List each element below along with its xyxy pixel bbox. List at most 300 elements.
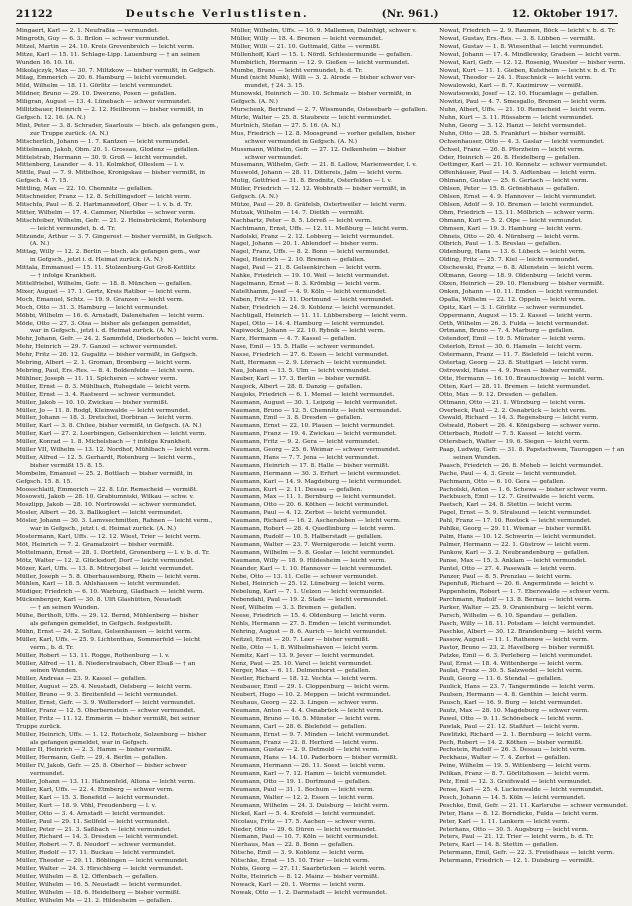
list-entry: Otten, Karl — 28. 11. Bremen — leicht vermundet. [439, 383, 591, 390]
list-entry: Pelz, Emil — 12. 3. Greifswald — leicht vermundet. [439, 779, 592, 786]
list-entry: Mittelmann, Jakob, Obm. 20. 1. Grossau, Glodenz — gefallen. [16, 146, 200, 153]
list-entry: Müller, Karl — 15. 3. Bonefeld — leicht vermundet. [16, 794, 169, 801]
list-entry: Ohlsen, Peter — 15. 8. Grönsbhaus — gefallen. [439, 186, 580, 193]
list-entry: Müller, Karl — 3. 8. Chilee, bisher vermißt, in Gefgsch. (A. N.) [16, 423, 202, 430]
list-entry: seinen Wunden. [453, 454, 501, 461]
list-entry: in Gefgsch., jetzt i. d. Heimat zurück. (A. N.) [30, 257, 163, 264]
list-entry: Ortmann, Bruno — 7. 4. Marburg — gefallen. [439, 328, 575, 335]
list-entry: — † an seinen Wunden. [30, 605, 100, 612]
list-entry: Nestler, Richard — 18. 12. Vechta — leicht verm. [230, 676, 378, 683]
list-entry: Nachtigall, Heinrich — 11. 11. Lübbersberg — leicht verm. [230, 312, 408, 319]
issue-date: 12. Oktober 1917. [511, 8, 618, 20]
list-entry: Naumann, Kurt — 2. 11. Dessau — gefallen. [230, 486, 363, 493]
list-entry: — † infolge Krankheit. [30, 273, 97, 280]
list-entry: Natt, Hermann — 2. 9. Lörrach — leicht vermundet. [230, 360, 387, 367]
list-entry: Mötz, Walter — 12. 2. Glücksdorf, Dorf — leicht vermundet. [16, 557, 195, 564]
list-entry: Neuhaus, Georg — 22. 3. Lingen — schwer verm. [230, 700, 379, 707]
list-entry: Mittle, Paul — 7. 9. Mittelhoe, Kronigskau — bisher vermißt, in [16, 170, 206, 177]
list-entry: Müller, Jakob — 10. 10. Zwickau — bisher vermißt. [16, 399, 169, 406]
list-entry: Nitsche, Emil — 3. 9. Koblenz — leicht verm. [230, 850, 365, 857]
list-entry: Oswald, Richard — 14. 3. Regensburg — leicht verm. [439, 415, 599, 422]
list-entry: Mitschfeiber, Wilhelm, Gefr. — 21. 2. Heinsbrückmt, Rotenburg [16, 217, 207, 224]
list-entry: Naumann, Bruno — 12. 5. Chemnitz — leicht vermundet. [230, 407, 402, 414]
list-entry: Mutig, Gottfried — 31. 8. Brodnitz, Osterfelden — l. v. [230, 178, 392, 185]
list-entry: Mösler, Johann — 30. 3. Lamvsechmitten, Rahnen — leicht verm., [16, 518, 213, 525]
list-entry: Ostwald, Robert — 26. 4. Königsberg — schwer verm. [439, 423, 601, 430]
list-entry: Nau, Johann — 13. 5. Ulm — leicht vermundet. [230, 367, 371, 374]
list-entry: Pelikan, Franz — 8. 7. Görlitzhosen — leicht verm. [439, 771, 590, 778]
list-entry: Nowat, Karl, Gefr. — 12. 12. Rosenig, Wuester — bisher verm. [439, 59, 626, 66]
list-entry: Ohlsen, Ernst — 4. 9. Hannover — leicht vermundet. [439, 194, 597, 201]
list-entry: Müller, Franz — 12. 5. Oberbernstein — schwer vermundet. [16, 707, 196, 714]
list-entry: als gefangen gemeldet, war in Gefgsch. [30, 739, 149, 746]
list-entry: Mütze, Paul — 29. 8. Gräfelsb, Ostertweiler — leicht verm. [230, 201, 407, 208]
list-entry: Ohneis, Otto — 20. 4. Nürnberg — leicht verm. [439, 233, 580, 240]
list-entry: Nehls, Hermann — 27. 5. Emden — leicht vermundet. [230, 620, 392, 627]
list-entry: Moszlipp, Jakob — 28. 10. Nortrowski — schwer vermundet. [16, 502, 197, 509]
list-entry: Neumann, Wilhelm — 24. 3. Duisburg — leicht verm. [230, 802, 390, 809]
list-entry: Nagel, Paul — 21. 8. Gelsenkirchen — leicht verm. [230, 265, 382, 272]
list-entry: Patzke, Emil — 6. 3. Perleberg — leicht vermundet. [439, 652, 593, 659]
list-entry: Mint, Peter — 3. 8. Schrader, Saarlouis — bisch. als gefangen gem., [16, 122, 219, 129]
list-entry: Peschke, Emil, Gefr. — 21. 11. Karlsruhe — schwer vermundet. [439, 802, 628, 809]
list-entry: Nitschke, Ernst — 15. 10. Trier — leicht verm. [230, 858, 370, 865]
list-entry: Neumann, Paul — 31. 1. Bochum — leicht verm. [230, 787, 375, 793]
list-entry: Gefgsch. (A. N.) [230, 194, 278, 201]
list-entry: Opalla, Wilhelm — 22. 12. Oppeln — leicht verm. [439, 296, 586, 303]
list-entry: Mumbirlich, Hermann — 12. 9. Gießen — leicht vermundet. [230, 59, 410, 66]
list-entry: Pache, Paul — 4. 3. Greiz — leicht vermundet. [439, 470, 577, 477]
list-entry: Mühe, Bertholt, Uffs. — 29. 12. Bernd, Mühlenberg — bisher [16, 613, 199, 620]
list-entry: Gefgsch. 4. 7. 15. [16, 178, 69, 185]
list-entry: Neumann, Ernst — 9. 7. Minden — leicht vermundet. [230, 731, 390, 738]
list-entry: Pawel, Otto — 9. 11. Schönebeck — leicht verm. [439, 715, 584, 722]
list-entry: Pagel, Ernst — 5. 9. Stralsund — leicht vermundet. [439, 510, 592, 517]
list-entry: Mosler, Albert — 26. 3. Ballkoglert — leicht vermundet. [16, 510, 183, 517]
list-entry: Nuhn, Georg — 3. 12. Hanzi — leicht vermundet. [439, 122, 587, 129]
list-entry: Nobis, Georg — 27. 11. Saarbrücken — leicht verm. [230, 866, 386, 873]
list-entry: Panse, Max — 15. 3. Anklam — leicht vermundet. [439, 557, 587, 564]
list-entry: Mikolajczyk, Max — 30. 7. Miltzkow — bisher vermißt, in Gefgsch. [16, 67, 216, 74]
list-entry: Mürle, Walter — 25. 8. Staubreiz — leicht vermundet. [230, 114, 392, 121]
column-2 [231, 28, 428, 898]
list-entry: Neubauer, Emil — 29. 1. Cloppenburg — leicht verm. [230, 684, 390, 691]
list-entry: bisher vermißt 15. 8. 15. [30, 462, 105, 469]
list-entry: Müller, August — 25. 4. Neustadt, Oelsberg — leicht verm. [16, 684, 192, 691]
list-entry: Mussmann, Wilhelm, Gefr. — 27. 12. Oelkenheim — bisher [230, 146, 406, 153]
list-entry: Nahke, Friedrich — 19. 10. Weil — leicht vermundet. [230, 273, 390, 280]
list-entry: Müller IV, Jakob, Gefr. — 25. 8. Oberhof — bisher schwer [16, 763, 187, 770]
list-entry: Peterhans, Otto — 30. 5. Augsburg — leicht verm. [439, 826, 589, 833]
list-entry: Müller, Wilhelm — 18. 6. Heidelberg — bisher vermißt. [16, 889, 181, 896]
list-entry: Naben, Fritz — 12. 11. Dortmund — leicht vermundet. [230, 296, 394, 303]
list-entry: Otto, Max — 9. 12. Dresden — gefallen. [439, 391, 558, 398]
list-entry: Nerger, Max — 6. 11. Delmenhorst — gefallen. [230, 668, 371, 675]
list-entry: Niemann, Paul — 10. 7. Köln — leicht vermundet. [230, 834, 379, 841]
list-entry: Müller, Karl — 27. 2. Loerbingen, Gelsenkirchen — leicht verm. [16, 431, 207, 438]
list-entry: Truppe zurück. [16, 723, 62, 730]
list-entry: Peter, Hans — 8. 12. Borndicke, Fulda — leicht verm. [439, 810, 599, 817]
list-entry: schwer vermundet. [244, 154, 303, 161]
list-entry: Nagel, Franz, Uffs. — 8. 2. Bonn — leicht vermundet. [230, 249, 390, 256]
list-entry: schwer vermundet in Gefgsch. (A. N.) [244, 138, 358, 145]
list-entry: Nachtmann, Ernst, Uffs. — 12. 11. Meßburg — leicht verm. [230, 225, 409, 232]
list-entry: Müller, Rudolf — 17. 11. Buckau — leicht vermundet. [16, 850, 176, 857]
list-entry: Paap, Ludwig, Gefr. — 31. 8. Papstschwem, Tauroggen — † an [439, 447, 625, 454]
list-entry: Mehr, Johann, Gefr. — 24. 2. Sammfeld, Diederhofen — leicht verm. [16, 336, 219, 343]
list-entry: Pawlitzki, Richard — 2. 1. Bernburg — leicht verm. [439, 731, 592, 738]
list-entry: Napiwocki, Johann — 22. 10. Rybnik — leicht verm. [230, 328, 385, 335]
list-entry: Nickel, Karl — 5. 4. Krefeld — leicht vermundet. [230, 810, 376, 817]
list-entry: Müller, Wilhelm, Uffs. — 10. 9. Mallemen, Dalmhigt, schwer v. [230, 28, 417, 34]
list-entry: Paulick, Hans — 23. 7. Tangermünde — leicht verm. [439, 684, 595, 691]
list-entry: Nenz, Paul — 25. 10. Varel — leicht vermundet. [230, 660, 373, 667]
list-entry: Müller, Johann — 18. 3. Dretschel, Dorbiran — leicht verm. [16, 415, 193, 422]
list-entry: Neumann, Gustav — 2. 9. Detmold — leicht verm. [230, 747, 380, 754]
list-entry: Ostertag, Georg — 23. 8. Stuttgart — leicht verm. [439, 360, 589, 367]
list-entry: Müller, Robert — 13. 11. Rogge, Rothenburg — l. v. [16, 652, 170, 659]
list-entry: Nicolaus, Fritz — 17. 5. Aachen — schwer verm. [230, 818, 376, 825]
list-entry: Nebendahl, Paul — 19. 2. Stade — leicht vermundet. [230, 597, 388, 604]
issue-number: (Nr. 961.) [381, 8, 439, 20]
list-entry: Nuhn, Kurt — 3. 11. Rüssabrm — leicht vermundet. [439, 114, 594, 121]
list-entry: Müller, Karl, Uffs. — 22. 4. Etmberg — schwer verm. [16, 787, 174, 793]
list-entry: Mebring, Paul, Ers.-Res. — 8. 4. Boldenfelde — leicht verm. [16, 367, 195, 374]
list-entry: Pasch, Willy — 18. 11. Potsdam — leicht vermundet. [439, 620, 596, 627]
list-entry: Muswold, Johann — 28. 11. Dittereis, Jalm — leicht verm. [230, 170, 403, 177]
list-entry: Pahlke, Georg — 29. 11. Wismar — bisher vermißt. [439, 526, 592, 533]
list-entry: Mumbe, Bruno — leicht vermundet, b. d. Tr. [230, 67, 363, 74]
list-entry: Müller, Willi — 21. 10. Guttmald, Gitte — vermißt. [230, 43, 381, 50]
list-entry: Pawlak, Paul — 21. 12. Staßfurt — leicht verm. [439, 723, 580, 730]
list-entry: Napel, Otto — 14. 4. Hamburg — leicht vermundet. [230, 320, 385, 327]
list-entry: Nowatsowski, Josef — 12. 10. Hucamlage — gefallen. [439, 91, 599, 98]
list-entry: Naumann, Hermann — 30. 3. Erfurt — leicht vermundet. [230, 470, 401, 477]
list-entry: Neumann, Carl — 28. 6. Bielefeld — gefallen. [230, 723, 367, 730]
list-entry: Ochsenhauser, Otto — 4. 3. Gaslar — leicht vermundet. [439, 138, 605, 145]
list-entry: Möde, Otto — 27. 3. Olsa — bisher als gefangen gemeldet, [16, 320, 192, 327]
list-entry: Millitzbauer, Heinrich — 2. 12. Heilbronn — bisher vermißt, in [16, 107, 204, 114]
list-entry: als gefangen gemeldet, in Gefgsch. festgestellt. [30, 620, 173, 627]
list-entry: Nieder, Otto — 29. 6. Düren — leicht vermundet. [230, 826, 377, 833]
list-entry: Panzer, Paul — 8. 5. Prenzlau — leicht verm. [439, 573, 572, 580]
list-entry: Mitter, Wilhelm — 17. 4. Cammer, Nierbike — schwer verm. [16, 209, 196, 216]
list-entry: Naumann, Franz — 19. 4. Zwickau — leicht vermundet. [230, 431, 397, 438]
list-entry: Nowat, Gustav — 1. 8. Wiesenthal — leicht vermundet. [439, 43, 604, 50]
list-entry: Mückenberger, Karl — 30. 8. Ulft Glashütten, Neustadt [16, 597, 182, 604]
masthead [16, 8, 618, 24]
list-entry: Gefgsch. 12. 16. (A. N.) [16, 114, 86, 121]
list-entry: Nemitz, Karl — 13. 9. Jever — leicht vermundet. [230, 652, 375, 659]
list-entry: Paschke, Albert — 30. 12. Brandenburg — leicht verm. [439, 628, 603, 635]
list-entry: Pastor, Bruno — 23. 2. Havelberg — bisher vermißt. [439, 644, 595, 651]
list-entry: Müller, Robert — 7. 8. Neudorf — schwer vermundet. [16, 842, 177, 849]
list-entry: Naujock, Albert — 28. 8. Danzig — gefallen. [230, 383, 363, 390]
list-entry: Parsch, Wilhelm — 6. 10. Spandau — gefallen. [439, 613, 578, 620]
list-entry: Nolte, Heinrich — 8. 12. Mainz — bisher vermißt. [230, 873, 380, 880]
list-entry: Mitzunde, Arthur — 3. 7. Gingerest — bisher vermißt, in Gefgsch. [16, 233, 213, 240]
list-entry: Milag, Emmerich — 20. 6. Hamburg — leicht vermundet. [16, 75, 187, 82]
list-entry: Neumann, Otto — 19. 1. Dortmund — gefallen. [230, 779, 371, 786]
list-entry: Nebelung, Karl — 7. 1. Uelzen — leicht vermundet. [230, 589, 384, 596]
list-entry: Müller, Heinrich, Uffs. — 1. 12. Rotscholz, Solzenburg — bisher [16, 731, 207, 738]
list-entry: Neubert, Hugo — 10. 2. Meppen — leicht vermundet. [230, 692, 391, 699]
list-entry: Palm, Hans — 10. 12. Schwerin — leicht vermundet. [439, 534, 596, 540]
list-entry: Oldenburg, Hans — 13. 6. Lübeck — leicht verm. [439, 249, 586, 256]
list-entry: Otte, Hermann — 16. 10. Braunschweig — leicht verm. [439, 375, 605, 382]
list-entry: Onken, Johann — 10. 11. Emden — leicht vermundet. [439, 288, 599, 295]
list-entry: Mittelstrab, Hermann — 30. 9. Groß — leicht vermundet. [16, 154, 188, 161]
list-entry: Ohmsen, Karl — 19. 3. Hamburg — leicht verm. [439, 225, 583, 232]
list-entry: Moch, Emanuel, Schtz. — 19. 9. Granzen — leicht verm. [16, 296, 184, 303]
list-entry: Mittenberg, Leander — 4. 11. Kolmkhof, Olleslem — l. v. [16, 162, 185, 169]
list-entry: Overbeck, Paul — 2. 2. Osnabrück — leicht verm. [439, 407, 587, 414]
list-entry: Müller, Wilhelm — 16. 5. Neustadt — leicht vermundet. [16, 881, 182, 888]
list-entry: Müller, Ernst — 8. 3. Mühlbach, Ruhegdale — leicht verm. [16, 383, 191, 390]
list-entry: Pacholski, Anton — 1. 6. Schewa — bisher schwer verm. [439, 486, 608, 493]
list-entry: Pausch, Karl — 16. 9. Burg — leicht vermundet. [439, 700, 583, 707]
list-entry: Mehr, Heinrich — 29. 7. Ganzel — schwer vermundet. [16, 344, 178, 351]
list-entry: Müller, Richard — 14. 3. Dresden — leicht vermundet. [16, 834, 179, 841]
list-entry: Neef, Wilhelm — 3. 3. Bremen — gefallen. [230, 605, 357, 612]
list-entry: Oettinger, Karl — 21. 10. Kennetz — schwer vermundet. [439, 162, 608, 169]
list-entry: Naumann, Wilhelm — 5. 8. Goslar — leicht vermundet. [230, 549, 395, 556]
list-entry: Naumann, Walter — 23. 7. Wernigerode — leicht verm. [230, 541, 396, 548]
list-entry: Pappenheim, Robert — 1. 7. Eberswalde — schwer verm. [439, 589, 610, 596]
list-entry: Nowack, Karl — 20. 1. Worms — leicht verm. [230, 881, 366, 888]
list-entry: Nehring, August — 8. 6. Aurich — leicht vermundet. [230, 628, 388, 635]
list-entry: Müller, Jo — 11. 8. Rodgl, Kleinwalde — leicht vermundet. [16, 407, 191, 414]
list-entry: Neumann, Hermann — 26. 11. Soest — leicht verm. [230, 763, 386, 770]
list-entry: Pachmann, Otto — 6. 10. Gera — gefallen. [439, 478, 566, 485]
list-entry: Neumann, Bruno — 16. 5. Münster — leicht verm. [230, 715, 381, 722]
list-entry: Ohlsen, Adolf — 9. 10. Bremen — leicht vermundet. [439, 201, 594, 208]
list-entry: Müller, Fritz — 11. 12. Emmerin — bisher vermißt, bei seiner [16, 715, 200, 722]
list-entry: Paulat, Franz — 30. 5. Salzwedel — leicht verm. [439, 668, 583, 675]
list-entry: Müller, Alfred — 12. 5. Gerhardt, Rotenburg — leicht verm., [16, 454, 196, 461]
list-entry: Öchsel, Franz — 26. 8. Pforzheim — leicht verm. [439, 146, 585, 153]
list-entry: Oppermann, August — 15. 2. Kassel — leicht verm. [439, 312, 593, 319]
list-entry: Peckhaus, Walter — 7. 4. Zerbst — gefallen. [439, 755, 571, 762]
columns [16, 28, 628, 904]
list-entry: Pech, Robert — 14. 2. Köthen — bisher vermißt. [439, 739, 583, 746]
list-entry: Paul, Ernst — 18. 4. Wittenberge — leicht verm. [439, 660, 583, 667]
list-entry: Mühlen, Karl — 18. 5. Ahlshausen — leicht vermundet. [16, 581, 181, 588]
list-entry: Müller, Bruno — 9. 3. Breitenfeld — leicht vermundet. [16, 692, 178, 699]
list-entry: Müller, Joseph — 5. 8. Oberhausenburg, Rhein — leicht verm. [16, 573, 201, 580]
list-entry: Müller, Wilhelm — 8. 12. Offenbach — gefallen. [16, 873, 159, 880]
list-entry: Peters, Karl — 14. 8. Stettin — gefallen. [439, 842, 559, 849]
list-entry: Parchmann, Rudolf — 13. 8. Bernau — leicht verm. [439, 597, 592, 604]
list-entry: Pesch, Johann — 14. 5. Köln — leicht vermundet. [439, 794, 586, 801]
list-entry: Mittala, Emmanuel — 15. 11. Stolzenburg-Gut Groß-Kettlitz [16, 265, 196, 272]
list-entry: Moosschlaitl, Emmerich — 22. 8. Lür. Remscheid — vermißt. [16, 486, 198, 493]
list-entry: Mottelmann, Ernst — 28. 1. Dortfeld, Gronenberg — l. v. b. d. Tr. [16, 549, 210, 556]
list-entry: Munowski, Heinrich — 30. 10. Schmalz — bisher vermißt, in [230, 91, 412, 98]
list-entry: Otterbach, Rudolf — 7. 5. Kassel — leicht verm. [439, 431, 582, 438]
list-entry: Osterloh, Ernst — 30. 6. Hameln — leicht verm. [439, 344, 583, 351]
list-entry: Müller, Hermann, Gefr. — 29. 4. Berlin — gefallen. [16, 755, 168, 762]
list-entry: Peine, Wilhelm — 19. 5. Wittenberg — leicht verm. [439, 763, 592, 770]
list-entry: Nauber, Karl — 17. 3. Berlin — bisher vermißt. [230, 375, 371, 382]
list-entry: Ostrowski, Hans — 4. 9. Posen — bisher vermißt. [439, 367, 587, 374]
list-entry: Peter, Karl — 1. 11. Lankern — leicht verm. [439, 818, 570, 825]
list-entry: Murschenk, Bertrand — 2. 7. Wissmunde, Ostseebarb — gefallen. [230, 107, 428, 114]
list-entry: Nelle, Otto — 1. 8. Wilhelmshaven — leicht verm. [230, 644, 379, 651]
list-entry: Ohm, Friedrich — 13. 11. Mölbrich — schwer verm. [439, 209, 595, 216]
list-entry: (A. N.) [30, 241, 50, 248]
list-entry: Pauli, Georg — 11. 6. Stendal — gefallen. [439, 676, 563, 683]
list-entry: Nase, Emil — 15. 5. Halle — schwer vermundet. [230, 344, 375, 351]
list-entry: Nebel, Heinrich — 25. 12. Lüneburg — leicht verm. [230, 581, 385, 588]
list-entry: Müller II, Heinrich — 2. 3. Hamm — bisher vermißt. [16, 747, 173, 754]
list-entry: Naber, Friedrich — 24. 9. Koblenz — leicht vermundet. [230, 304, 396, 311]
list-entry: Mingroth, Guy — 6. 3. Brilon — schwer vermundet. [16, 35, 170, 42]
list-entry: Möbbi, Wilhelm — 16. 6. Arnstadt, Dalenehafen — leicht verm. [16, 312, 205, 319]
list-entry: Nachbartz, Peter — 8. 5. Lörreß — leicht verm. [230, 217, 372, 224]
list-entry: Nowat, Kurt — 11. 1. Gieben, Kulstheim — leicht v. b. d. Tr. [439, 67, 617, 74]
list-entry: Müdiger, Friedrich — 6. 10. Warburg, Gladbach — leicht verm. [16, 589, 205, 596]
list-entry: Nasse, Friedrich — 27. 6. Essen — leicht vermundet. [230, 352, 389, 359]
list-entry: Ostendorf, Emil — 19. 5. Münster — leicht verm. [439, 336, 586, 343]
page-number: 21122 [16, 8, 53, 20]
list-entry: Mixer, August — 17. 1. Gertz, Kreis Ratibor — leicht verm. [16, 288, 192, 295]
list-entry: Wunden 16. 10. 16. [16, 59, 75, 66]
list-entry: Pahl, Franz — 17. 10. Rostock — leicht vermundet. [439, 518, 592, 525]
list-entry: Müller, Theodor — 29. 11. Böblingen — leicht vermundet. [16, 858, 189, 865]
list-entry: Müller, Johann — 13. 11. Hahnenfeld, Altona — leicht verm. [16, 779, 196, 786]
list-entry: vermundet. [30, 771, 65, 778]
list-entry: Naumann, Karl — 14. 9. Magdeburg — leicht vermundet. [230, 478, 402, 485]
list-entry: Ostermann, Franz — 11. 7. Bielefeld — leicht verm. [439, 352, 594, 359]
list-entry: Neumann, Franz — 21. 8. Herford — leicht verm. [230, 739, 379, 746]
list-entry: Naumann, Heinrich — 17. 8. Halle — bisher vermißt. [230, 462, 390, 469]
list-entry: Nagel, Heinrich — 2. 10. Bremen — gefallen. [230, 257, 366, 264]
list-entry: Opitz, Karl — 3. 1. Görlitz — schwer vermundet. [439, 304, 584, 311]
list-entry: Müller, Kurt — 18. 9. Vöhl, Freudenberg — l. v. [16, 802, 157, 809]
list-entry: Mostermann, Karl, Uffs. — 12. 12. Wiest, Trier — leicht verm. [16, 534, 201, 540]
list-entry: Oltmann, Georg — 18. 9. Oldenburg — leicht verm. [439, 273, 593, 280]
list-entry: Olzen, Heinrich — 29. 10. Flensburg — bisher vermißt. [439, 281, 605, 287]
list-entry: Naumann, August — 30. 1. Leipzig — leicht vermundet. [230, 399, 398, 406]
list-entry: Mussmann, Wilhelm, Gefr. — 21. 8. Lallow, Marienwerder, l. v. [230, 162, 417, 169]
list-entry: Möt, Heinrich — 7. 2. Gramatzoirt — bisher vermißt. [16, 541, 175, 548]
list-entry: Müller, Peter — 21. 3. Saßbach — leicht vermundet. [16, 826, 172, 833]
list-entry: Gefgsch. (A. N.) [230, 99, 278, 106]
list-entry: Ohmann, Kurt — 5. 2. Olpe — leicht vermundet. [439, 217, 583, 224]
list-entry: Natelthamm, Josef — 4. 9. Köln — leicht vermundet. [230, 288, 387, 295]
list-entry: Olding, Fritz — 25. 7. Kiel — leicht vermundet. [439, 257, 580, 264]
list-entry: Neese, Friedrich — 15. 4. Oldenburg — leicht verm. [230, 613, 387, 620]
list-entry: Nadolski, Franz — 2. 12. Lobberg — leicht vermundet. [230, 233, 394, 240]
list-entry: Müller, Paul — 29. 11. Sellfeld — leicht vermundet. [16, 818, 170, 825]
list-entry: Neumann, Walter — 12. 2. Essen — leicht verm. [230, 794, 375, 801]
list-entry: Palmer, Hermann — 22. 1. Güstrow — leicht verm. [439, 541, 591, 548]
list-entry: Naumann, Rudolf — 10. 5. Halberstadt — gefallen. [230, 534, 383, 540]
list-entry: Mehr, Fritz — 26. 12. Gugalitz — bisher vermißt, in Gefgsch. [16, 352, 198, 359]
list-entry: Müller, Andreas — 23. 9. Kassel — gefallen. [16, 676, 147, 683]
list-entry: seinen Wunden. [30, 668, 78, 675]
list-entry: Peters, Paul — 21. 12. Trier — leicht verm., b. d. Tr. [439, 834, 594, 841]
list-entry: Miligran, August — 13. 4. Lünebach — schwer vermundet. [16, 99, 192, 106]
list-entry: Mühn, Ernst — 24. 2. Soltau, Gelsenhausen — leicht verm. [16, 628, 192, 635]
list-entry: Naumann, Ernst — 22. 10. Plauen — leicht vermundet. [230, 423, 395, 430]
list-entry: Pautz, Max — 28. 10. Magdeburg — schwer verm. [439, 707, 590, 714]
list-entry: Nuhn, Otto — 28. 5. Frankfurt — bisher vermißt. [439, 130, 586, 137]
list-entry: Mingaert, Karl — 2. 1. Neufraßia — vermundet. [16, 28, 159, 34]
list-entry: Müller, Karl, Uffs. — 25. 9. Lichtenthau, Sommerfeld — leicht [16, 636, 201, 643]
list-entry: Nierhaus, Max — 22. 8. Bonn — gefallen. [230, 842, 355, 849]
list-entry: Neitzel, Ernst — 20. 7. Leer — bisher vermißt. [230, 636, 370, 643]
list-entry: Nagel, Johann — 20. 1. Ablendorf — bisher verm. [230, 241, 379, 248]
list-entry: Neumann, Anton — 4. 4. Osnabrück — leicht verm. [230, 707, 384, 714]
list-entry: Mosowsti, Jakob — 28. 10. Grabiumniski, Wilkau — schw. v. [16, 494, 194, 501]
list-entry: Mitschneider, Franz — 12. 8. Schillingsdorf — leicht verm. [16, 194, 192, 201]
list-entry: Naumann, Hans — 7. 7. Jena — leicht vermundet. [230, 454, 380, 461]
list-entry: Nuhn, Albert, Uffs. — 21. 10. Remscheid — leicht verm. [439, 107, 606, 114]
list-entry: Müller, Ernst, Gefr. — 3. 9. Wollersdorf — leicht vermundet. [16, 700, 196, 707]
list-entry: Müller, Walter — 24. 3. Hirschberg — leicht vermundet. [16, 866, 184, 873]
list-entry: Mözer, Karl, Uffs. — 13. 8. Mitrerjobel — leicht vermundet. [16, 565, 194, 572]
list-entry: Mitzel, Martin — 24. 10. Kreis Grevenbroich — leicht verm. [16, 43, 195, 50]
list-entry: Müller, Ernst — 3. 4. Rastwerd — schwer vermundet. [16, 391, 176, 398]
list-entry: Naumann, Paul — 4. 12. Zerbst — leicht vermundet. [230, 510, 387, 517]
list-entry: Müller, Otto — 3. 4. Arnstadt — leicht vermundet. [16, 810, 166, 817]
list-entry: Müller, Alfred — 11. 8. Niederstraubach, Ober Elsaß — † an [16, 660, 196, 667]
list-entry: Oder, Heinrich — 26. 8. Heidelberg — gefallen. [439, 154, 581, 161]
list-entry: Narz, Hermann — 4. 7. Kassel — gefallen. [230, 336, 357, 343]
list-entry: Mebring, Albert — 2. 1. Groman, Bromberg — leicht verm. [16, 360, 192, 367]
list-entry: Mutzak, Wilhelm — 14. 7. Dietkh — vermißt. [230, 209, 365, 216]
list-entry: Nebe, Otto — 13. 11. Celle — schwer vermundet. [230, 573, 379, 580]
list-entry: Mittling, Max — 22. 10. Chemnitz — gefallen. [16, 186, 153, 193]
list-entry: Olbrich, Paul — 1. 5. Breslau — gefallen. [439, 241, 562, 248]
list-entry: Naujoks, Friedrich — 6. 1. Memel — leicht vermundet. [230, 391, 395, 398]
list-entry: Naumann, Willy — 18. 9. Hildesheim — leicht verm. [230, 557, 387, 564]
list-entry: Mitscherlich, Johann — 1. 7. Kantzen — leicht vermundet. [16, 138, 190, 145]
list-entry: Ottersbach, Walter — 19. 6. Siegen — leicht verm. [439, 439, 590, 446]
list-entry: Petermann, Emil, Gefr. — 22. 3. Freisdhaus — leicht verm. [439, 850, 615, 857]
list-entry: Müller, Willy — 18. 4. Bremen — leicht vermundet. [230, 35, 383, 42]
list-entry: Mittag, Willy — 12. 2. Berlin — bisch. als gefangen gem., war [16, 249, 201, 256]
list-entry: Nowat, Johann — 17. 4. Mindlewsky, Gradsen — leicht verm. [439, 51, 621, 58]
list-entry: Müller, Wilhelm Ms — 21. 2. Hildesheim — gefallen. [16, 897, 173, 904]
list-entry: Müllenhoff, Karl — 15. 1. Nördl. Schlesiermunde — gefallen. [230, 51, 413, 58]
list-entry: Müller, Konrad — 1. 8. Michelsbach — † infolge Krankheit. [16, 439, 192, 446]
list-entry: Neander, Karl — 1. 10. Hannover — leicht vermundet. [230, 565, 393, 572]
list-entry: Neumann, Hans — 14. 10. Paderborn — bisher vermißt. [230, 755, 398, 762]
list-entry: mundet, † 24. 3. 15. [244, 83, 305, 90]
list-entry: Müller VII, Wilhelm — 13. 12. Nordhof, Mühlbach — leicht verm. [16, 447, 211, 454]
list-entry: war in Gefgsch., jetzt i. d. Heimat zurück. (A. N.) [30, 328, 177, 335]
list-entry: Pankow, Karl — 3. 2. Neubrandenburg — gefallen. [439, 549, 590, 556]
list-entry: Nowak, Otto — 1. 2. Darmstadt — leicht vermundet. [230, 889, 388, 896]
list-entry: Passow, August — 11. 1. Rathenow — leicht verm. [439, 636, 589, 643]
list-entry: Mild, Wilhelm — 18. 11. Görlitz — leicht vermundet. [16, 83, 173, 90]
list-entry: Naumann, Fritz — 9. 2. Gera — leicht vermundet. [230, 439, 380, 446]
publication-title: Deutsche Verlustlisten. [125, 8, 309, 20]
list-entry: Murtnich, Stefan — 27. 5. 16. (A. N.) [230, 122, 341, 129]
list-entry: Ohlmann, Gustav — 25. 6. Gertach — leicht verm. [439, 178, 589, 185]
list-entry: Naumann, Robert — 28. 4. Quedlinburg — leicht verm. [230, 526, 396, 533]
list-entry: Ottmann, Otto — 21. 1. Würzburg — leicht verm. [439, 399, 586, 406]
list-entry: Nowat, Theodor — 24. 1. Ruschnick — leicht verm. [439, 75, 592, 82]
list-entry: Parker, Walter — 25. 9. Oranienburg — leicht verm. [439, 605, 594, 612]
list-entry: Packbusch, Emil — 12. 7. Greifwalde — leicht verm. [439, 494, 595, 501]
list-entry: Nowitzi, Paul — 4. 7. Smesgallo, Bremen — leicht verm. [439, 99, 607, 106]
list-entry: Petermann, Friedrich — 12. 1. Duisburg — vermißt. [439, 858, 595, 865]
list-entry: Nagelmann, Ernst — 8. 3. Krömbig — leicht verm. [230, 281, 381, 287]
